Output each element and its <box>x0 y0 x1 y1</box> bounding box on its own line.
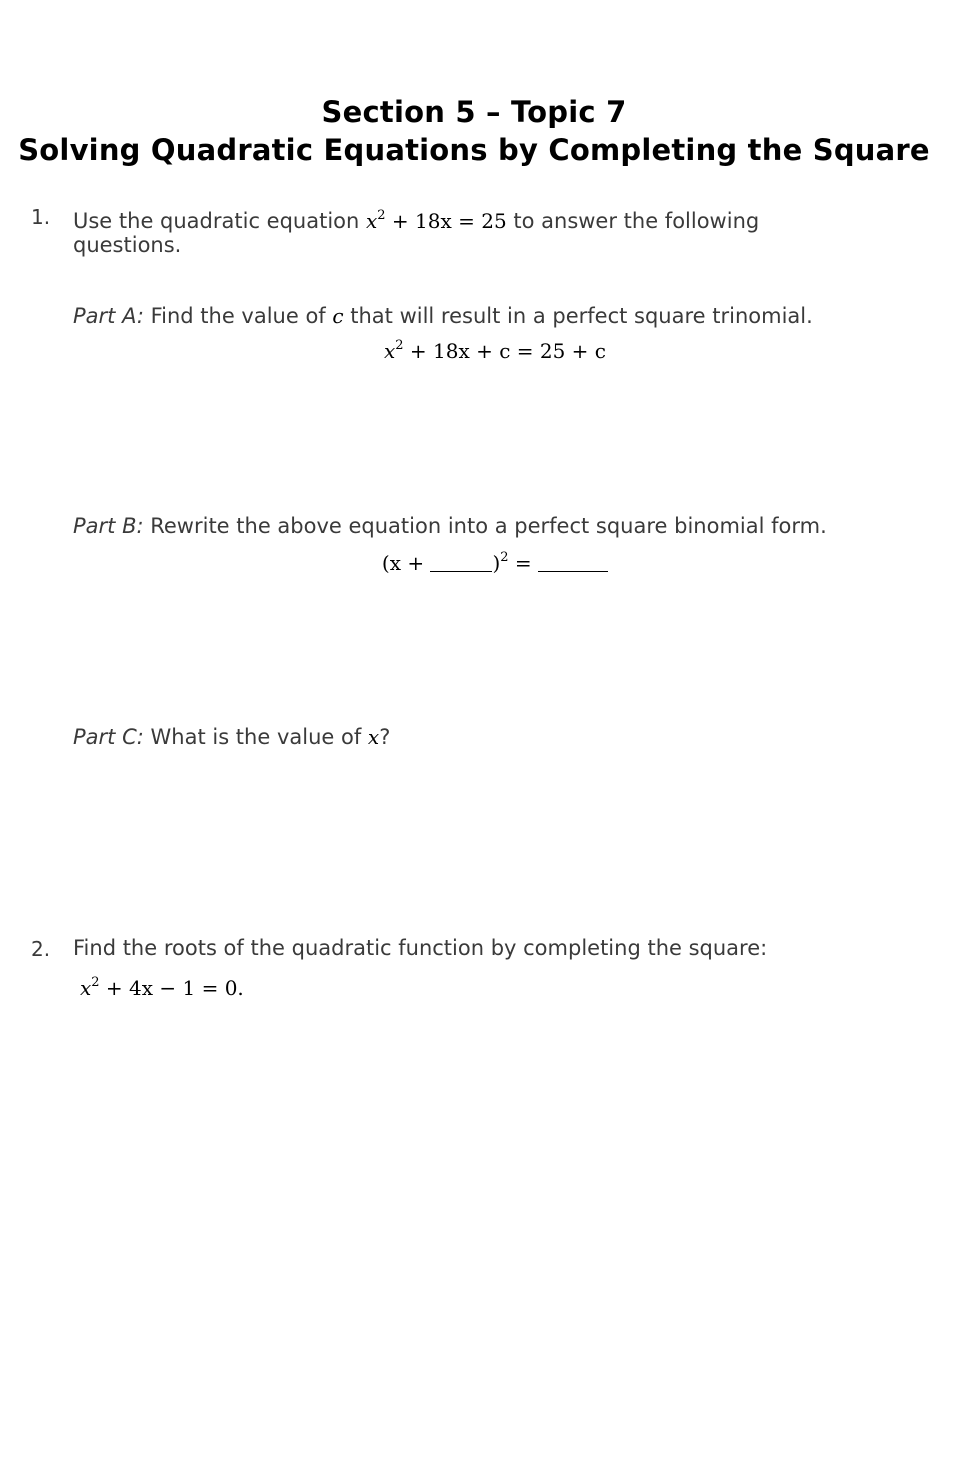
topic-title: Solving Quadratic Equations by Completing the Square <box>18 133 930 167</box>
part-b-prompt <box>73 512 827 540</box>
part-c-label: Part C: <box>73 725 144 749</box>
question-2-equation <box>80 969 244 1002</box>
part-b-equation-open: (x + <box>381 551 431 575</box>
part-a-prompt <box>73 302 813 330</box>
part-b-equation-exp: 2 <box>500 550 509 565</box>
part-a-var: c <box>332 304 344 328</box>
part-b-label: Part B: <box>73 514 144 538</box>
question-2-equation-exp: 2 <box>91 975 100 990</box>
part-c-var: x <box>367 725 380 749</box>
part-b-blank-2[interactable] <box>538 553 608 572</box>
part-b-text: Rewrite the above equation into a perfect square binomial form. <box>143 514 827 538</box>
part-a-text-before: Find the value of <box>143 304 333 328</box>
part-a-text-after: that will result in a perfect square trinomial. <box>343 304 813 328</box>
part-b-equation-equals: = <box>508 551 539 575</box>
question-2-number: 2. <box>31 937 51 961</box>
question-2-equation-math <box>80 976 244 1000</box>
part-b-blank-1[interactable] <box>430 553 492 572</box>
question-2-text: Find the roots of the quadratic function by completing the square: <box>73 936 768 960</box>
part-a-equation-rest: + 18x + c = 25 + c <box>403 339 607 363</box>
question-1-equation-exp: 2 <box>377 208 386 223</box>
part-c-text-before: What is the value of <box>143 725 368 749</box>
part-b-equation-math <box>382 551 608 575</box>
part-b-equation <box>0 550 978 575</box>
part-c-text-after: ? <box>379 725 391 749</box>
question-1-equation-rest: + 18x = 25 <box>385 209 507 233</box>
part-b-equation-close: ) <box>492 551 501 575</box>
question-1-number: 1. <box>31 205 51 229</box>
question-1-equation-base: x <box>366 209 378 233</box>
question-2-equation-rest: + 4x − 1 = 0. <box>99 976 244 1000</box>
part-a-equation-math <box>384 339 606 363</box>
question-1-intro-before: Use the quadratic equation <box>73 209 367 233</box>
section-title: Section 5 – Topic 7 <box>321 95 627 129</box>
part-a-equation-base: x <box>383 339 396 363</box>
part-a-equation-exp: 2 <box>395 338 404 353</box>
part-c-prompt <box>73 723 390 751</box>
question-1-equation <box>366 209 507 233</box>
question-2-equation-base: x <box>80 976 92 1000</box>
question-1-intro-line2: questions. <box>73 233 182 257</box>
part-a-equation <box>0 338 978 363</box>
question-1-intro-after: to answer the following <box>506 209 760 233</box>
part-a-label: Part A: <box>73 304 144 328</box>
